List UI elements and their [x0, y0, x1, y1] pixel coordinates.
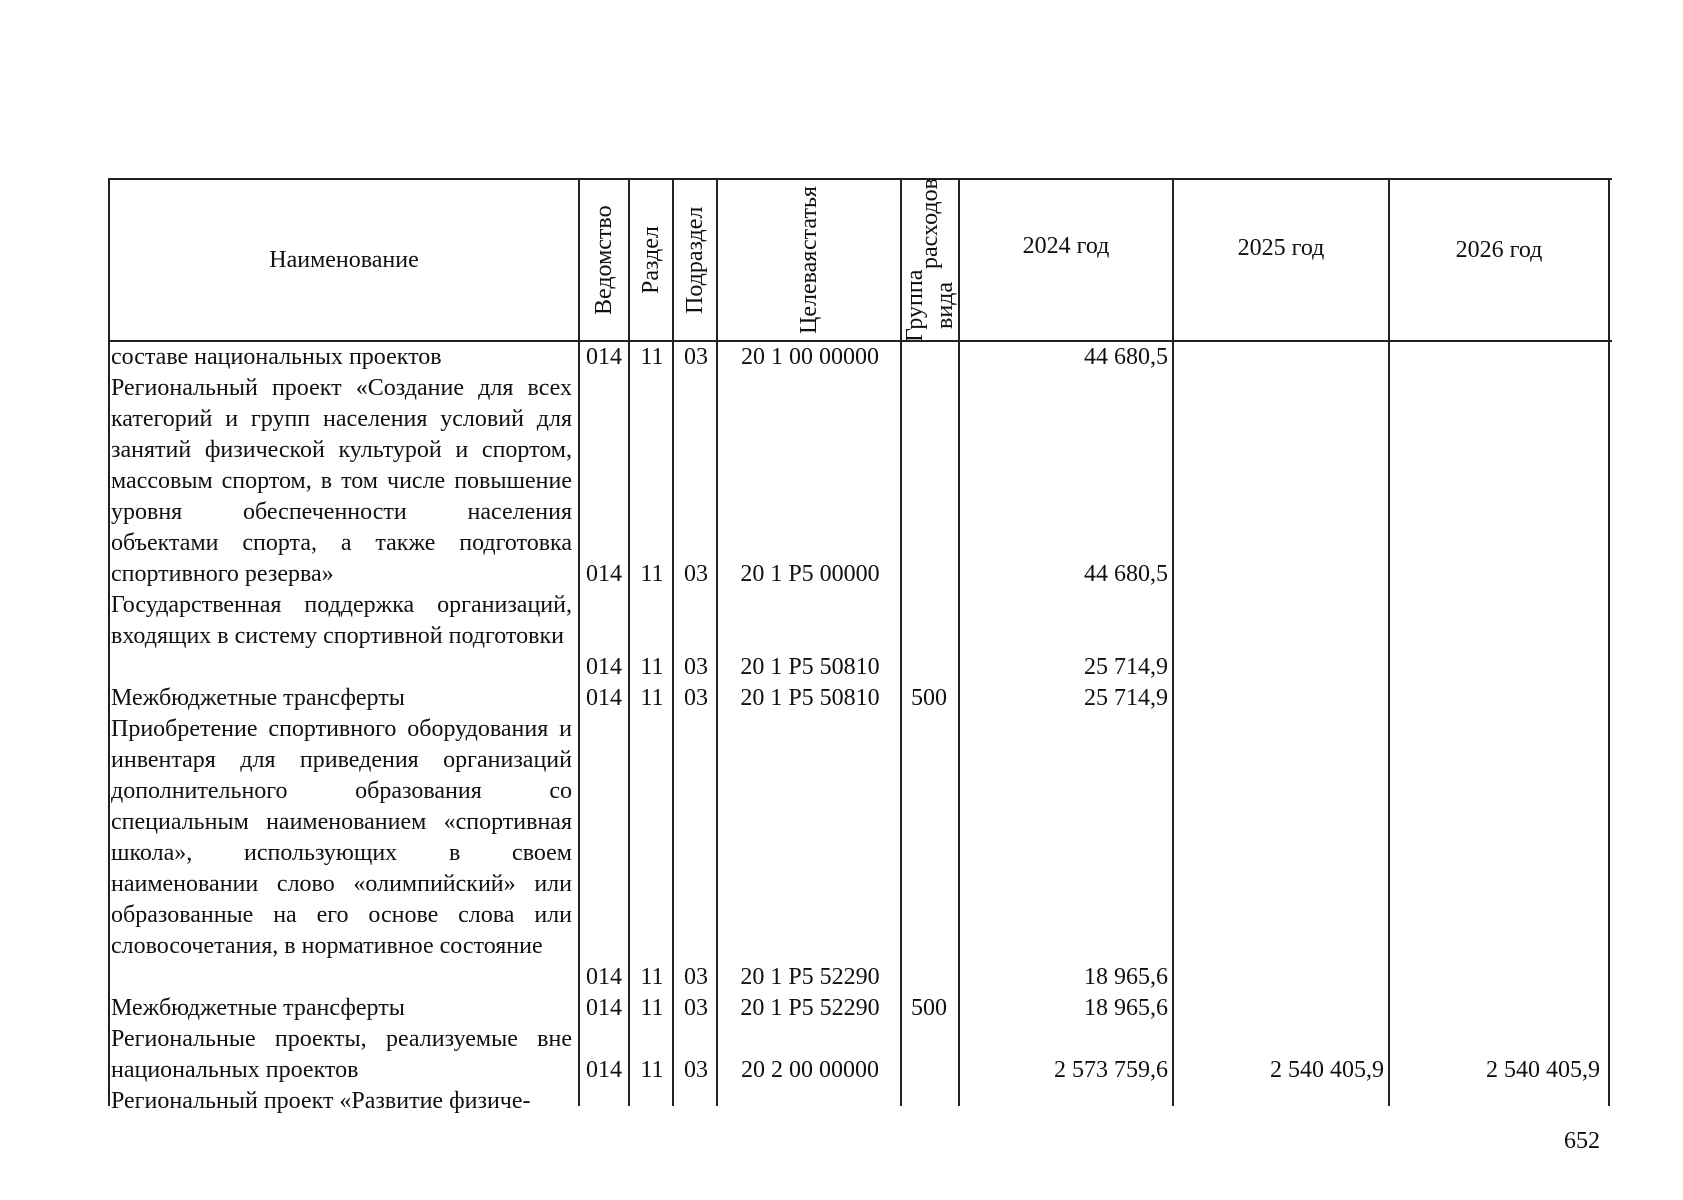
header-year-2025: 2025 год	[1237, 235, 1325, 261]
row-name: Межбюджетные трансферты	[111, 685, 405, 711]
row-celevaya-statya: 20 1 P5 52290	[740, 964, 880, 990]
header-podrazdel: Подраздел	[682, 206, 708, 314]
row-razdel: 11	[640, 561, 664, 587]
row-name: Государственная поддержка организаций, входящих в систему спортивной подготовки	[111, 592, 572, 649]
table-row	[0, 714, 1683, 993]
row-podrazdel: 03	[684, 344, 708, 370]
table-row	[0, 683, 1683, 714]
row-gruppa: 500	[911, 995, 947, 1021]
header-celevaya-line1: Целевая	[796, 250, 822, 334]
row-2024: 44 680,5	[1084, 561, 1168, 587]
row-vedomstvo: 014	[586, 1057, 622, 1083]
header-vedomstvo: Ведомство	[591, 205, 617, 315]
row-razdel: 11	[640, 995, 664, 1021]
row-podrazdel: 03	[684, 995, 708, 1021]
header-celevaya-statya	[718, 180, 900, 340]
header-gruppa-line2: расходов	[917, 178, 943, 270]
row-2024: 18 965,6	[1084, 995, 1168, 1021]
row-razdel: 11	[640, 1057, 664, 1083]
table-row	[0, 373, 1683, 590]
row-name: Межбюджетные трансферты	[111, 995, 405, 1021]
row-celevaya-statya: 20 1 P5 50810	[740, 685, 880, 711]
header-razdel: Раздел	[638, 226, 664, 294]
row-vedomstvo: 014	[586, 964, 622, 990]
row-2024: 25 714,9	[1084, 654, 1168, 680]
row-vedomstvo: 014	[586, 995, 622, 1021]
row-name: составе национальных проектов	[111, 344, 442, 370]
row-vedomstvo: 014	[586, 344, 622, 370]
table-row	[0, 342, 1683, 373]
table-row	[0, 1086, 1683, 1117]
header-gruppa-vida-rashodov	[902, 180, 958, 340]
header-gruppa-line1: Группа вида	[902, 269, 958, 342]
row-podrazdel: 03	[684, 685, 708, 711]
row-vedomstvo: 014	[586, 685, 622, 711]
row-2025: 2 540 405,9	[1270, 1057, 1384, 1083]
row-vedomstvo: 014	[586, 561, 622, 587]
row-2024: 2 573 759,6	[1054, 1057, 1168, 1083]
row-vedomstvo: 014	[586, 654, 622, 680]
row-2026: 2 540 405,9	[1486, 1057, 1600, 1083]
row-2024: 44 680,5	[1084, 344, 1168, 370]
header-year-2024: 2024 год	[1022, 233, 1110, 259]
row-razdel: 11	[640, 654, 664, 680]
page-number: 652	[1564, 1128, 1600, 1154]
row-name: Региональный проект «Создание для всех категорий и групп населения условий для занятий физической культурой и спортом, массовым спортом, в том числе повышение уровня обеспеченности населения объектами спорта, а также подготовка спортивного резерва»	[111, 375, 572, 587]
table-row	[0, 1024, 1683, 1086]
row-celevaya-statya: 20 1 00 00000	[741, 344, 879, 370]
row-gruppa: 500	[911, 685, 947, 711]
row-name: Региональные проекты, реализуемые вне национальных проектов	[111, 1026, 572, 1083]
header-celevaya-line2: статья	[796, 186, 822, 251]
row-celevaya-statya: 20 1 P5 50810	[740, 654, 880, 680]
row-podrazdel: 03	[684, 964, 708, 990]
row-name: Приобретение спортивного оборудования и инвентаря для приведения организаций дополнительного образования со специальным наименованием «спортивная школа», использующих в своем наименовании слово «олимпийский» или образованные на его основе слова или словосочетания, в нормативное состояние	[111, 716, 572, 959]
row-podrazdel: 03	[684, 1057, 708, 1083]
row-razdel: 11	[640, 685, 664, 711]
header-name: Наименование	[269, 247, 419, 273]
row-razdel: 11	[640, 344, 664, 370]
row-2024: 25 714,9	[1084, 685, 1168, 711]
row-2024: 18 965,6	[1084, 964, 1168, 990]
row-podrazdel: 03	[684, 654, 708, 680]
header-year-2026: 2026 год	[1455, 237, 1543, 263]
table-row	[0, 590, 1683, 683]
row-celevaya-statya: 20 2 00 00000	[741, 1057, 879, 1083]
row-podrazdel: 03	[684, 561, 708, 587]
row-razdel: 11	[640, 964, 664, 990]
table-row	[0, 993, 1683, 1024]
row-celevaya-statya: 20 1 P5 00000	[740, 561, 880, 587]
row-celevaya-statya: 20 1 P5 52290	[740, 995, 880, 1021]
row-name: Региональный проект «Развитие физиче-	[111, 1088, 531, 1114]
